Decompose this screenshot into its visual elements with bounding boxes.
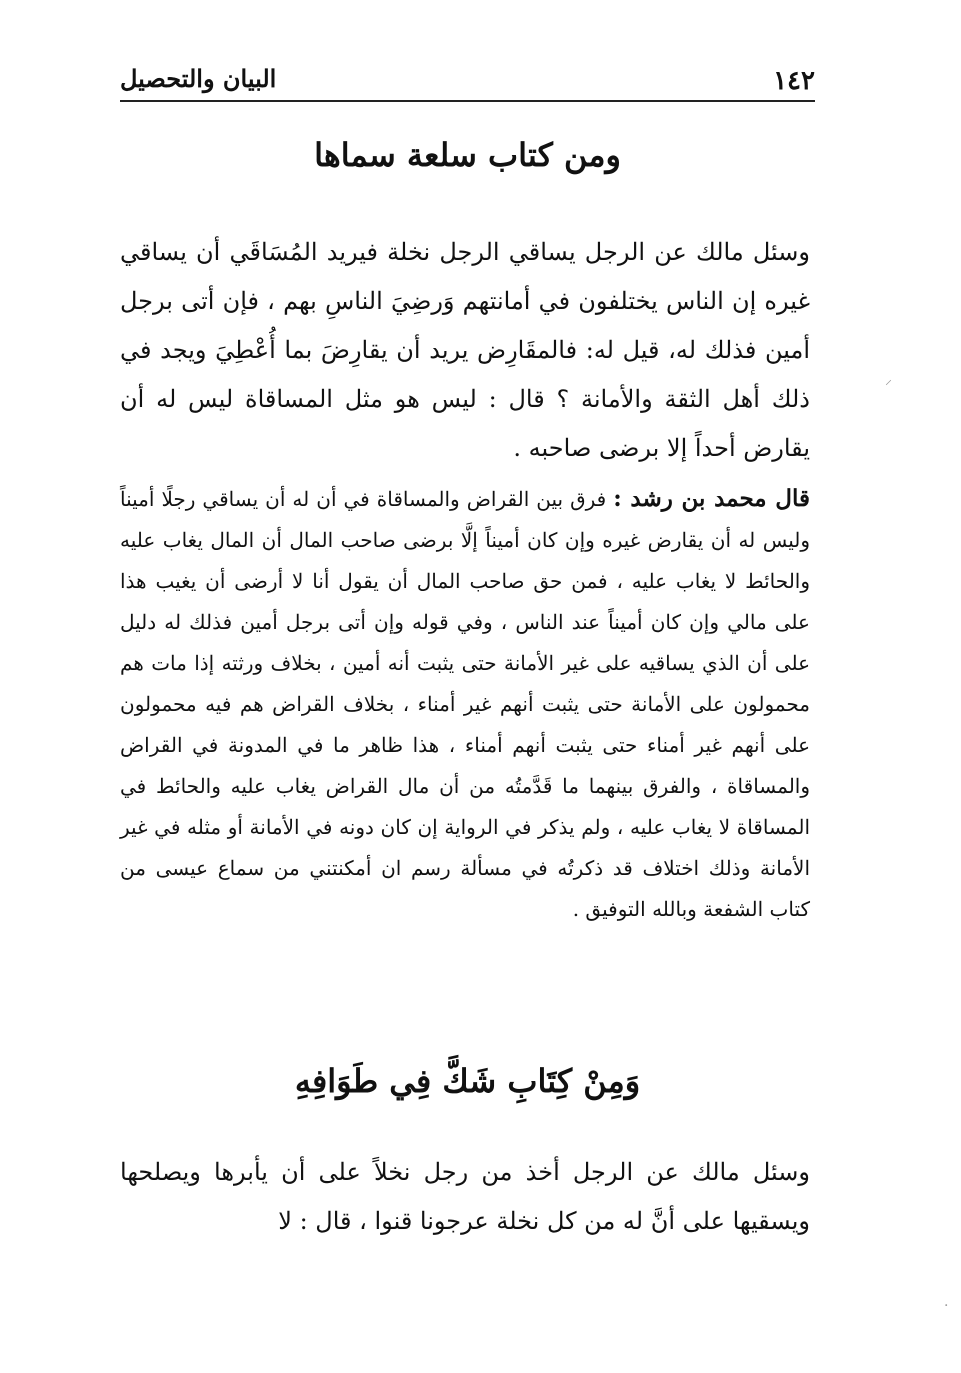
section-heading-1: ومن كتاب سلعة سماها (314, 136, 621, 174)
margin-speck: · (944, 1298, 949, 1314)
margin-speck: ⸝ (885, 372, 892, 388)
commentary-text: فرق بين القراض والمساقاة في أن له أن يساقي رجلًا أميناً وليس له أن يقارض غيره وإن كان أميناً إلَّا برضى صاحب المال أن المال يغاب عليه والحائط لا يغاب عليه ، فمن حق صاحب المال أن يقول أنا لا أرضى أن يغيب هذا على مالي وإن كان أميناً عند الناس ، وفي قوله وإن أتى برجل أمين فذلك له دليل على أن الذي يساقيه على غير الأمانة حتى يثبت أنه أمين ، بخلاف ورثته إذا مات هم محمولون على الأمانة حتى يثبت أنهم غير أمناء ، بخلاف القراض هم فيه محمولون على أنهم غير أمناء حتى يثبت أنهم أمناء ، هذا ظاهر ما في المدونة في القراض والمساقاة ، والفرق بينهما ما قَدَّمتُه من أن مال القراض يغاب عليه والحائط في المساقاة لا يغاب عليه ، ولم يذكر في الرواية إن كان دونه في الأمانة أو مثله في غير الأمانة وذلك اختلاف قد ذكرتُه في مسألة رسم ان أمكنتني من سماع عيسى من كتاب الشفعة وبالله التوفيق . (120, 487, 810, 921)
commentary-paragraph (120, 478, 810, 930)
section-heading-2: وَمِنْ كِتَابِ شَكَّ فِي طَوَافِهِ (294, 1062, 641, 1100)
page-number: ١٤٢ (773, 66, 815, 96)
question-paragraph-1: وسئل مالك عن الرجل يساقي الرجل نخلة فيريد المُسَاقَي أن يساقي غيره إن الناس يختلفون في أمانتهم وَرضِيَ الناسِ بهم ، فإن أتى برجل أمين فذلك له، قيل له: فالمقَارِض يريد أن يقارِضَ بما أُعْطِيَ ويجد في ذلك أهل الثقة والأمانة ؟ قال : ليس هو مثل المساقاة ليس له أن يقارض أحداً إلا برضى صاحبه . (120, 238, 810, 462)
question-paragraph-2: وسئل مالك عن الرجل أخذ من رجل نخلاً على أن يأبرها ويصلحها ويسقيها على أنَّ له من كل نخلة عرجونا قنوا ، قال : لا (120, 1158, 810, 1235)
running-header (120, 60, 815, 102)
commentary-lead: قال محمد بن رشد : (613, 485, 810, 512)
book-title: البيان والتحصيل (120, 64, 277, 93)
